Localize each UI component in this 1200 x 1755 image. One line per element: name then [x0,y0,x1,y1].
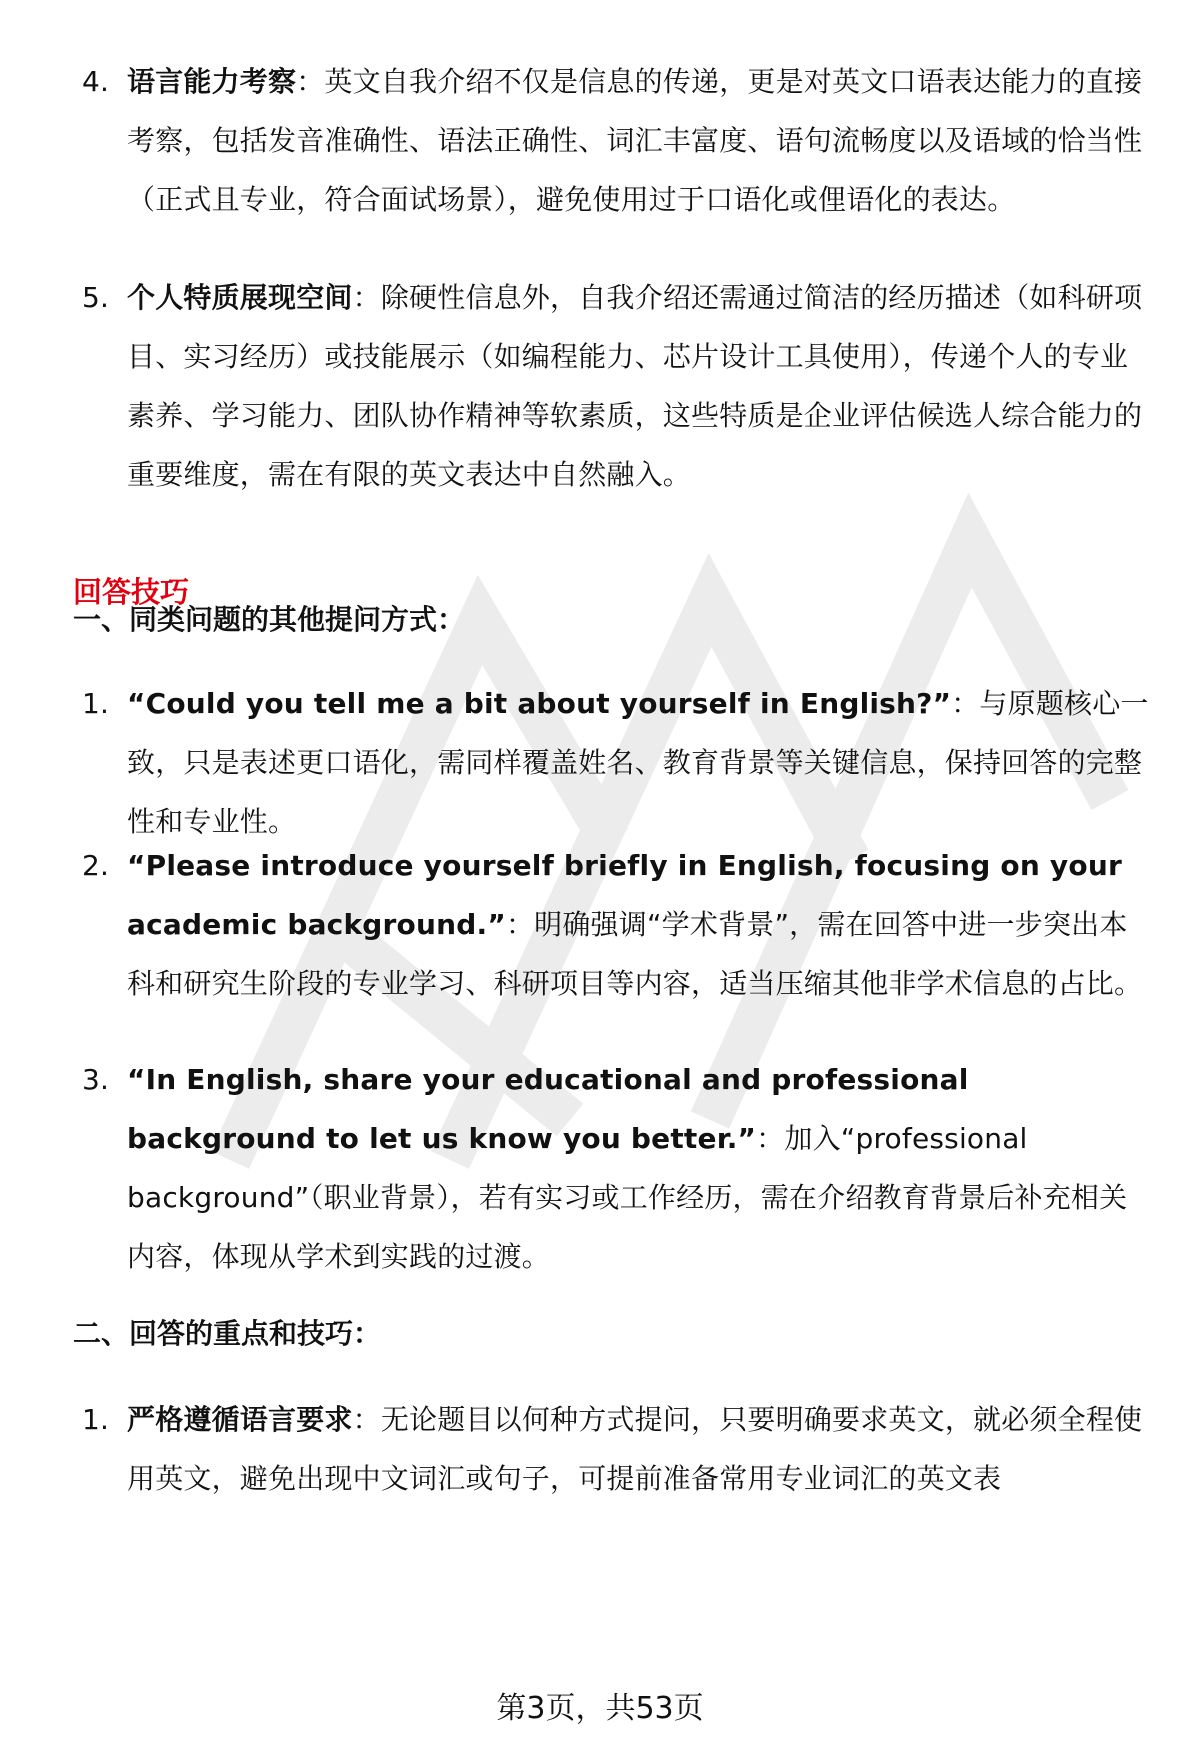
list-number: 5. [82,281,110,314]
separator: ： [505,908,535,941]
question-text: “Please introduce yourself briefly in English, focusing on your academic background.” [127,849,1122,941]
separator: ： [756,1122,785,1155]
list-number: 2. [82,849,110,882]
item-text: 无论题目以何种方式提问，只要明确要求英文，就必须全程使用英文，避免出现中文词汇或句子，可提前准备常用专业词汇的英文表 [127,1403,1143,1495]
criteria-item-4 [82,52,1152,229]
item-title: 语言能力考察 [127,65,297,98]
item-title: 严格遵循语言要求 [127,1403,353,1436]
alt-question-2 [82,836,1152,1013]
item-title: 个人特质展现空间 [127,281,353,314]
section-title-answer-tips: 回答技巧 [73,575,190,609]
separator: ： [352,281,381,314]
item-text: 与原题核心一致，只是表述更口语化，需同样覆盖姓名、教育背景等关键信息，保持回答的完整性和专业性。 [127,687,1149,838]
heading-alt-questions: 一、同类问题的其他提问方式： [73,603,466,636]
list-number: 4. [82,65,110,98]
heading-key-points: 二、回答的重点和技巧： [73,1317,382,1350]
tip-item-1 [82,1390,1152,1508]
list-number: 1. [82,687,110,720]
item-text: 明确强调“学术背景”，需在回答中进一步突出本科和研究生阶段的专业学习、科研项目等内容，适当压缩其他非学术信息的占比。 [127,908,1143,1000]
item-text: 除硬性信息外，自我介绍还需通过简洁的经历描述（如科研项目、实习经历）或技能展示（如编程能力、芯片设计工具使用），传递个人的专业素养、学习能力、团队协作精神等软素质，这些特质是企业评估候选人综合能力的重要维度，需在有限的英文表达中自然融入。 [127,281,1143,491]
list-number: 3. [82,1063,110,1096]
separator: ： [951,687,980,720]
alt-question-3 [82,1050,1152,1286]
separator: ： [296,65,325,98]
list-number: 1. [82,1403,110,1436]
alt-question-1 [82,674,1152,851]
question-text: “Could you tell me a bit about yourself in English?” [127,687,952,720]
page-footer: 第3页，共53页 [496,1691,704,1726]
item-text: 英文自我介绍不仅是信息的传递，更是对英文口语表达能力的直接考察，包括发音准确性、语法正确性、词汇丰富度、语句流畅度以及语域的恰当性（正式且专业，符合面试场景），避免使用过于口语化或俚语化的表达。 [127,65,1143,216]
item-text: 加入“professional background”（职业背景），若有实习或工作经历，需在介绍教育背景后补充相关内容，体现从学术到实践的过渡。 [127,1122,1128,1273]
separator: ： [352,1403,381,1436]
question-text: “In English, share your educational and professional background to let us know you better.” [127,1063,969,1155]
criteria-item-5 [82,268,1152,504]
